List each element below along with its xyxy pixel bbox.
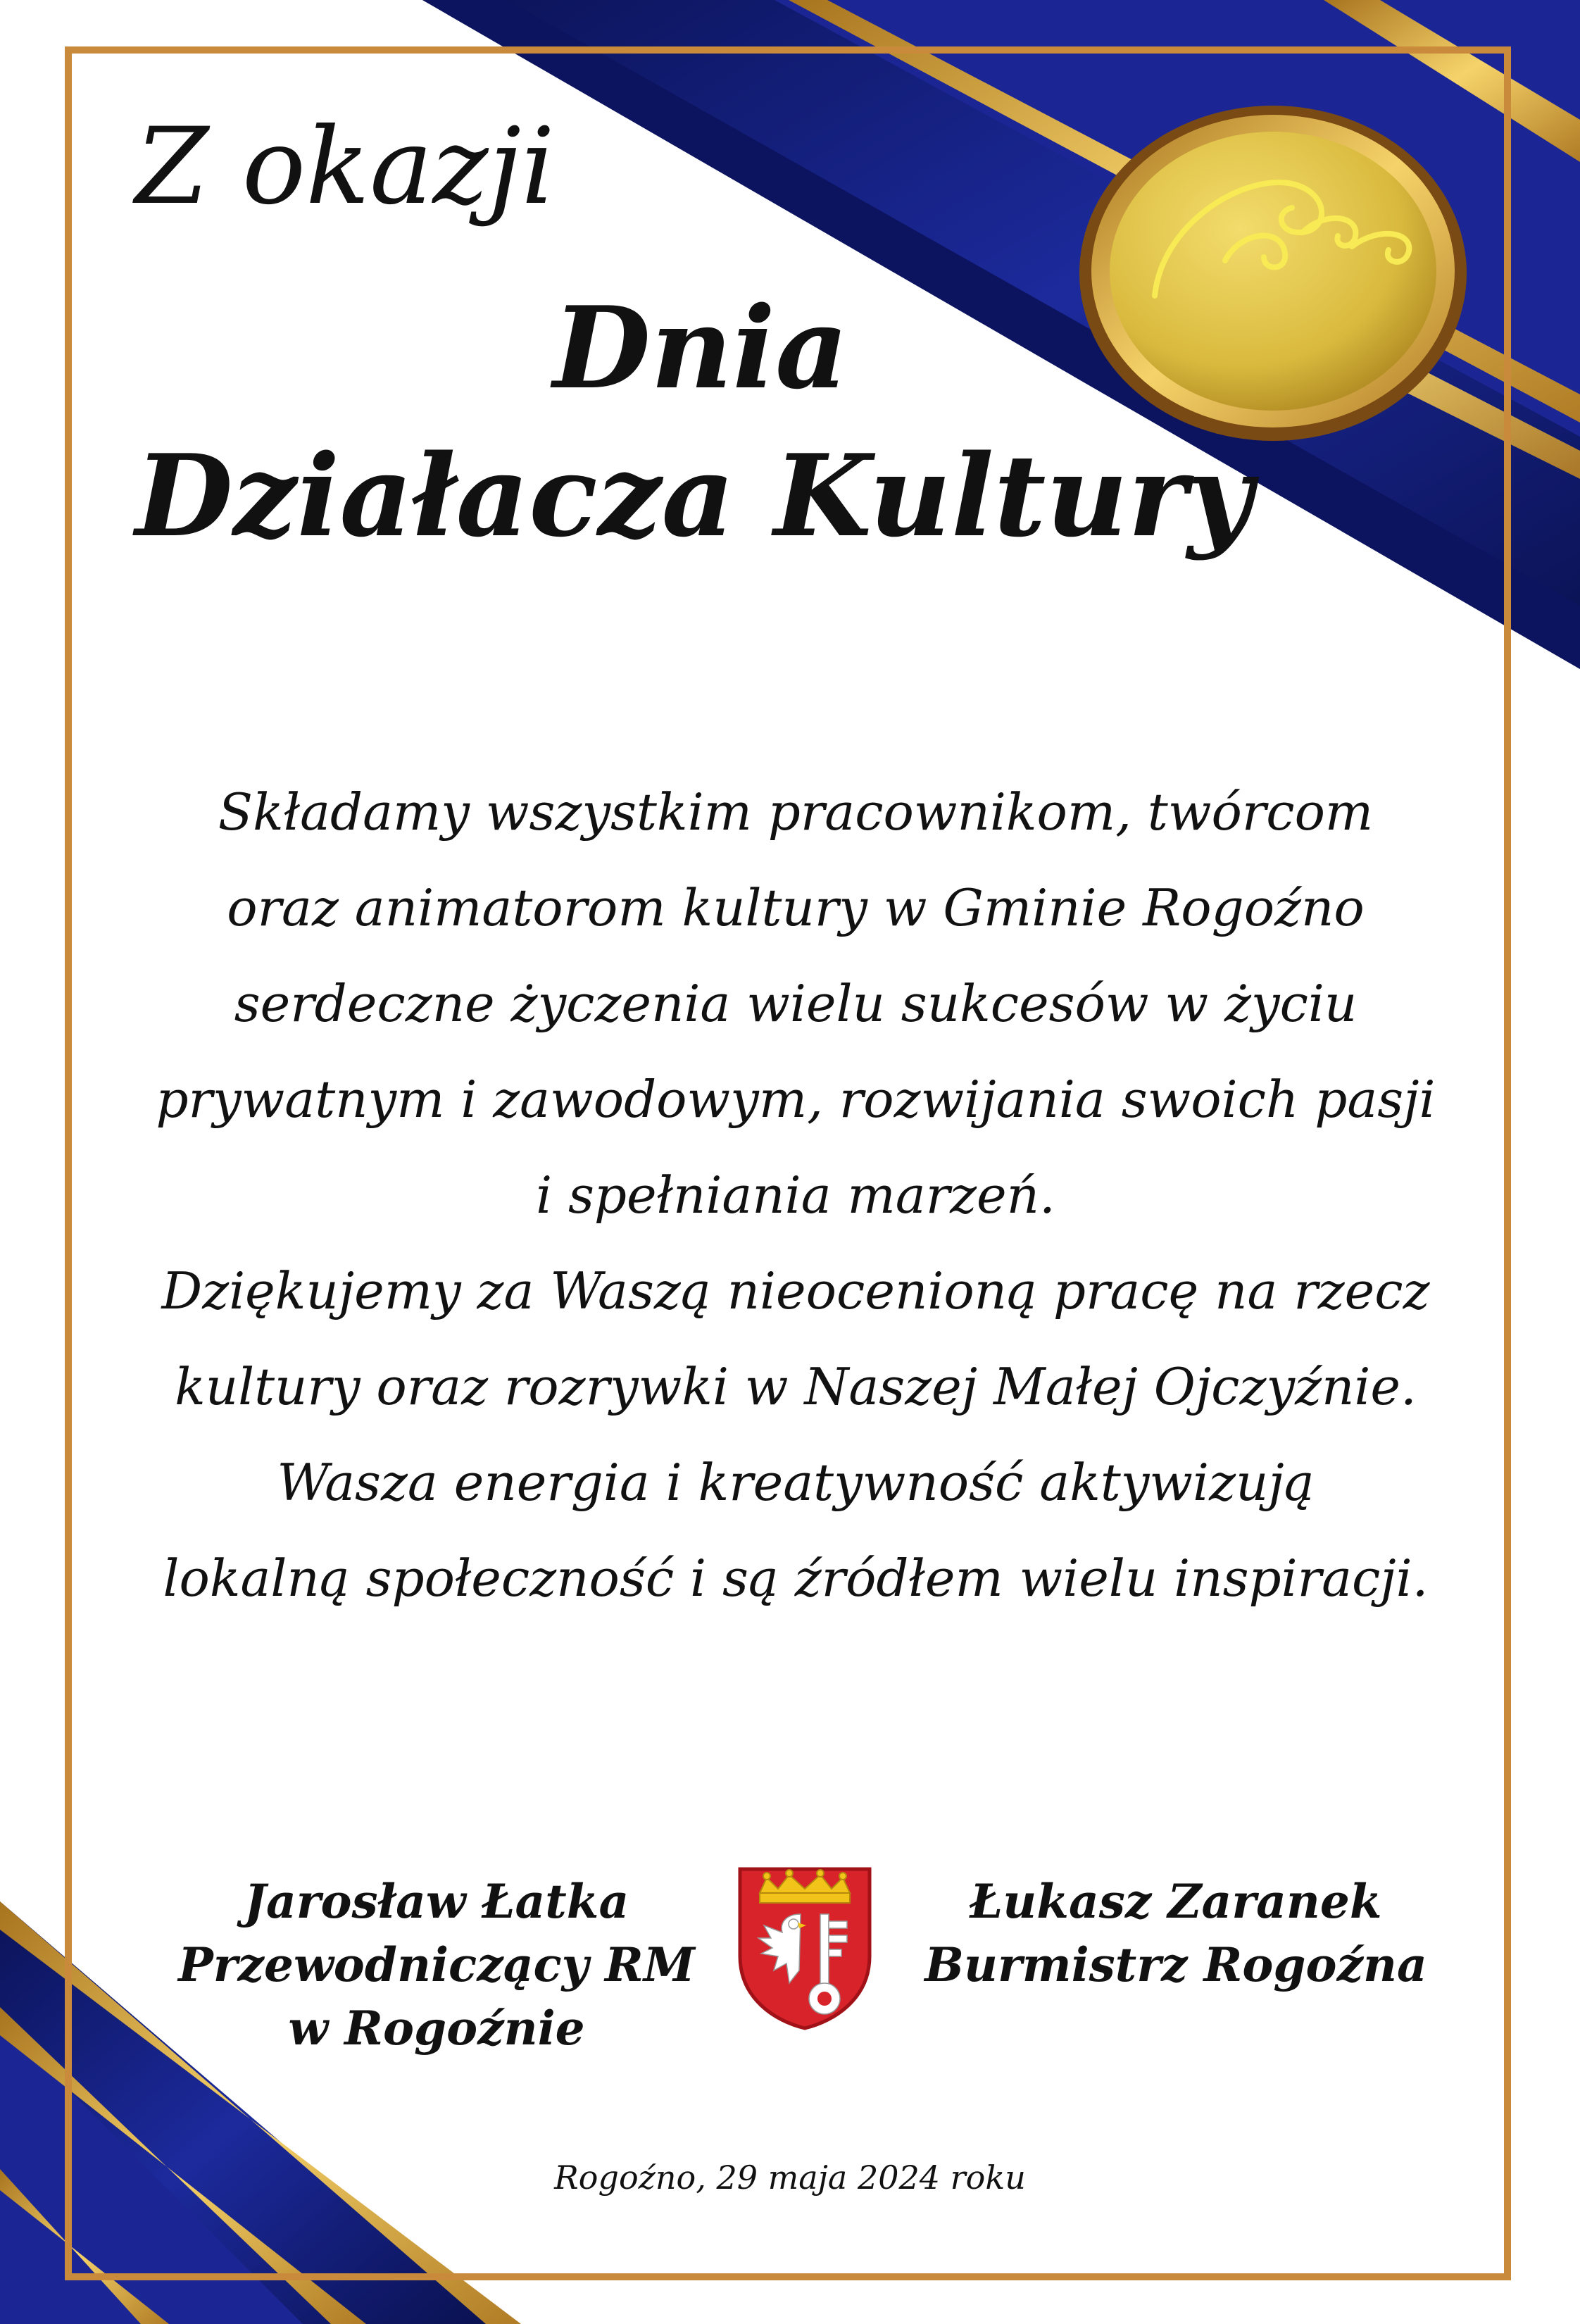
coat-of-arms-icon [736,1865,874,2031]
body-line: Składamy wszystkim pracownikom, twórcom [218,782,1374,842]
title-line-1: Dnia [553,282,848,414]
signature-left [141,1870,732,2060]
signatory-title: Przewodniczący RM [178,1937,695,1992]
signatory-name: Łukasz Zaranek [970,1874,1382,1929]
signatory-title: w Rogoźnie [288,2001,585,2056]
body-line: i spełniania marzeń. [536,1166,1055,1225]
signatory-title: Burmistrz Rogoźna [924,1937,1427,1992]
body-line: serdeczne życzenia wielu sukcesów w życiu [234,974,1358,1033]
body-line: Wasza energia i kreatywność aktywizują [277,1453,1315,1512]
body-line: prywatnym i zawodowym, rozwijania swoich pasji [156,1070,1436,1129]
body-line: kultury oraz rozrywki w Naszej Małej Ojczyźnie. [175,1357,1417,1416]
greeting-body [77,764,1514,1626]
signatory-name: Jarosław Łatka [244,1874,629,1929]
body-line: Dziękujemy za Waszą nieocenioną pracę na rzecz [161,1261,1430,1320]
title-line-2: Działacza Kultury [135,430,1253,562]
date-line: Rogoźno, 29 maja 2024 roku [554,2159,1026,2197]
signature-right [894,1870,1457,1997]
body-line: lokalną społeczność i są źródłem wielu inspiracji. [163,1549,1429,1608]
body-line: oraz animatorom kultury w Gminie Rogoźno [227,878,1365,937]
intro-text: Z okazji [135,106,556,228]
